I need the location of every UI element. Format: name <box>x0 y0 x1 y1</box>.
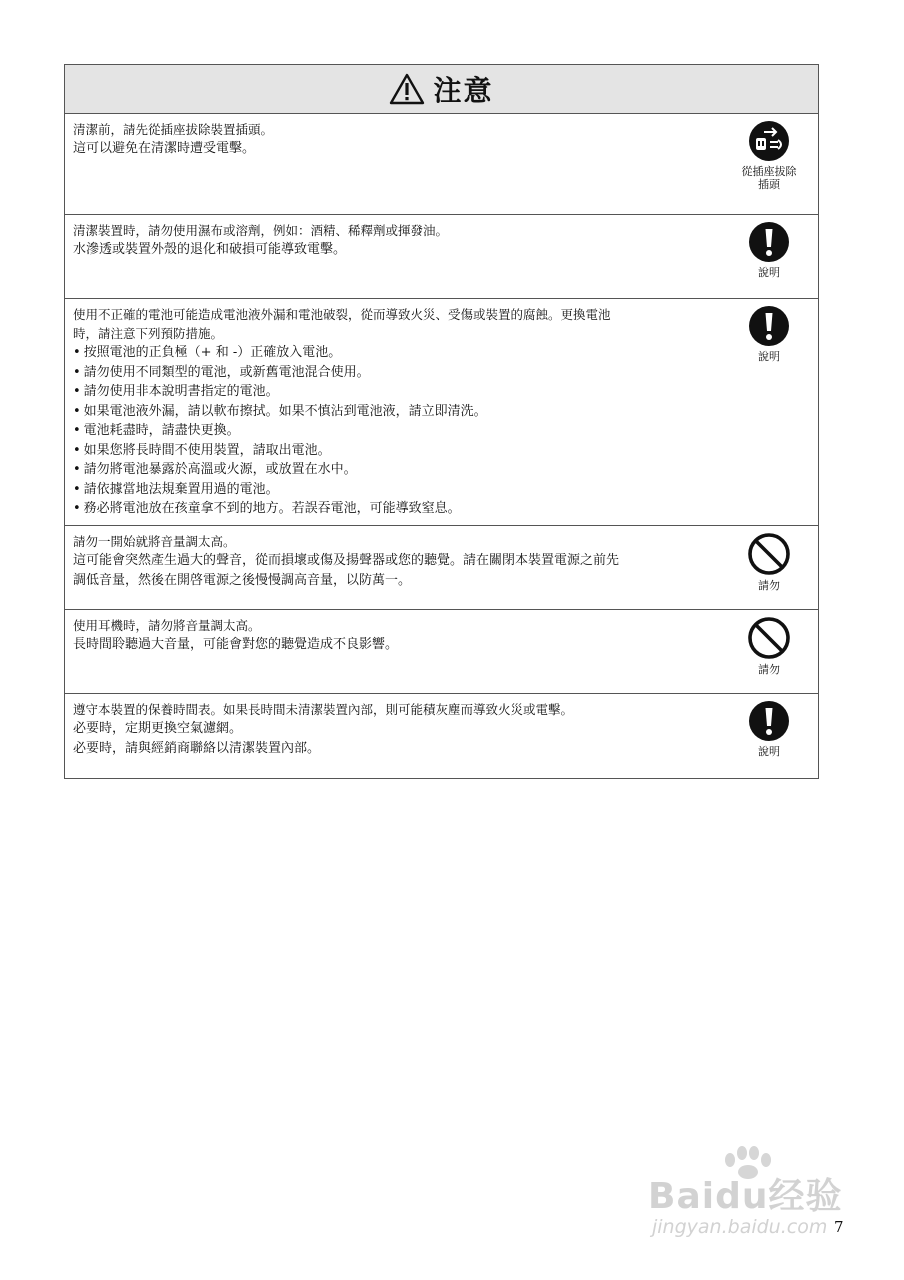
caution-row <box>65 215 818 299</box>
symbol-label: 說明 <box>758 745 780 758</box>
warning-triangle-icon <box>389 73 425 105</box>
list-item: • 請勿使用不同類型的電池，或新舊電池混合使用。 <box>73 364 370 380</box>
unplug-icon <box>748 120 790 162</box>
row-lead: 清潔前，請先從插座拔除裝置插頭。 <box>73 122 274 137</box>
caution-row <box>65 694 818 778</box>
list-item: • 按照電池的正負極（+ 和 -）正確放入電池。 <box>73 345 342 360</box>
mandatory-icon <box>748 700 790 742</box>
caution-title: 注意 <box>433 74 494 107</box>
symbol-label: 請勿 <box>758 579 780 592</box>
row-body: 長時間聆聽過大音量，可能會對您的聽覺造成不良影響。 <box>73 637 399 652</box>
prohibited-icon <box>747 616 791 660</box>
row-symbol <box>720 305 818 363</box>
row-body: 調低音量，然後在開啓電源之後慢慢調高音量，以防萬一。 <box>73 573 412 588</box>
row-body: 這可以避免在清潔時遭受電擊。 <box>73 141 256 156</box>
caution-table <box>64 64 819 779</box>
row-lead: 使用不正確的電池可能造成電池液外漏和電池破裂，從而導致火災、受傷或裝置的腐蝕。更換電池 <box>73 307 611 322</box>
list-item: • 請勿將電池暴露於高溫或火源，或放置在水中。 <box>73 462 357 477</box>
row-symbol <box>720 120 818 191</box>
symbol-label: 說明 <box>758 350 780 363</box>
row-lead: 請勿一開始就將音量調太高。 <box>73 534 236 549</box>
symbol-label: 請勿 <box>758 663 780 676</box>
row-symbol <box>720 532 818 592</box>
row-symbol <box>720 700 818 758</box>
caution-row <box>65 526 818 610</box>
list-item: • 如果電池液外漏，請以軟布擦拭。如果不慎沾到電池液，請立即清洗。 <box>73 403 487 419</box>
list-item: • 電池耗盡時，請盡快更換。 <box>73 423 240 438</box>
mandatory-icon <box>748 221 790 263</box>
symbol-label: 從插座拔除 插頭 <box>741 165 797 191</box>
row-lead: 清潔裝置時，請勿使用濕布或溶劑，例如：酒精、稀釋劑或揮發油。 <box>73 223 449 238</box>
baidu-watermark <box>640 1150 860 1250</box>
bullet-list <box>73 343 698 519</box>
list-item: • 請勿使用非本說明書指定的電池。 <box>73 384 279 399</box>
row-body: 水滲透或裝置外殼的退化和破損可能導致電擊。 <box>73 242 347 257</box>
row-body: 必要時，請與經銷商聯絡以清潔裝置內部。 <box>73 741 321 756</box>
row-body: 必要時，定期更換空氣濾網。 <box>73 721 243 736</box>
row-lead: 使用耳機時，請勿將音量調太高。 <box>73 618 261 633</box>
row-lead: 時，請注意下列預防措施。 <box>73 326 224 341</box>
list-item: • 務必將電池放在孩童拿不到的地方。若誤吞電池，可能導致窒息。 <box>73 501 461 516</box>
page-number: 7 <box>834 1218 844 1236</box>
watermark-url: jingyan.baidu.com <box>652 1216 828 1238</box>
list-item: • 如果您將長時間不使用裝置，請取出電池。 <box>73 442 331 458</box>
caution-row <box>65 610 818 694</box>
caution-header <box>65 65 818 114</box>
caution-row <box>65 114 818 215</box>
row-symbol <box>720 221 818 279</box>
row-body: 這可能會突然產生過大的聲音，從而損壞或傷及揚聲器或您的聽覺。請在關閉本裝置電源之前先 <box>73 553 620 568</box>
symbol-label: 說明 <box>758 266 780 279</box>
row-symbol <box>720 616 818 676</box>
caution-row <box>65 299 818 526</box>
row-lead: 遵守本裝置的保養時間表。如果長時間未清潔裝置內部，則可能積灰塵而導致火災或電擊。 <box>73 702 574 717</box>
prohibited-icon <box>747 532 791 576</box>
watermark-brand: Baidu经验 <box>648 1176 843 1217</box>
list-item: • 請依據當地法規棄置用過的電池。 <box>73 481 279 497</box>
mandatory-icon <box>748 305 790 347</box>
